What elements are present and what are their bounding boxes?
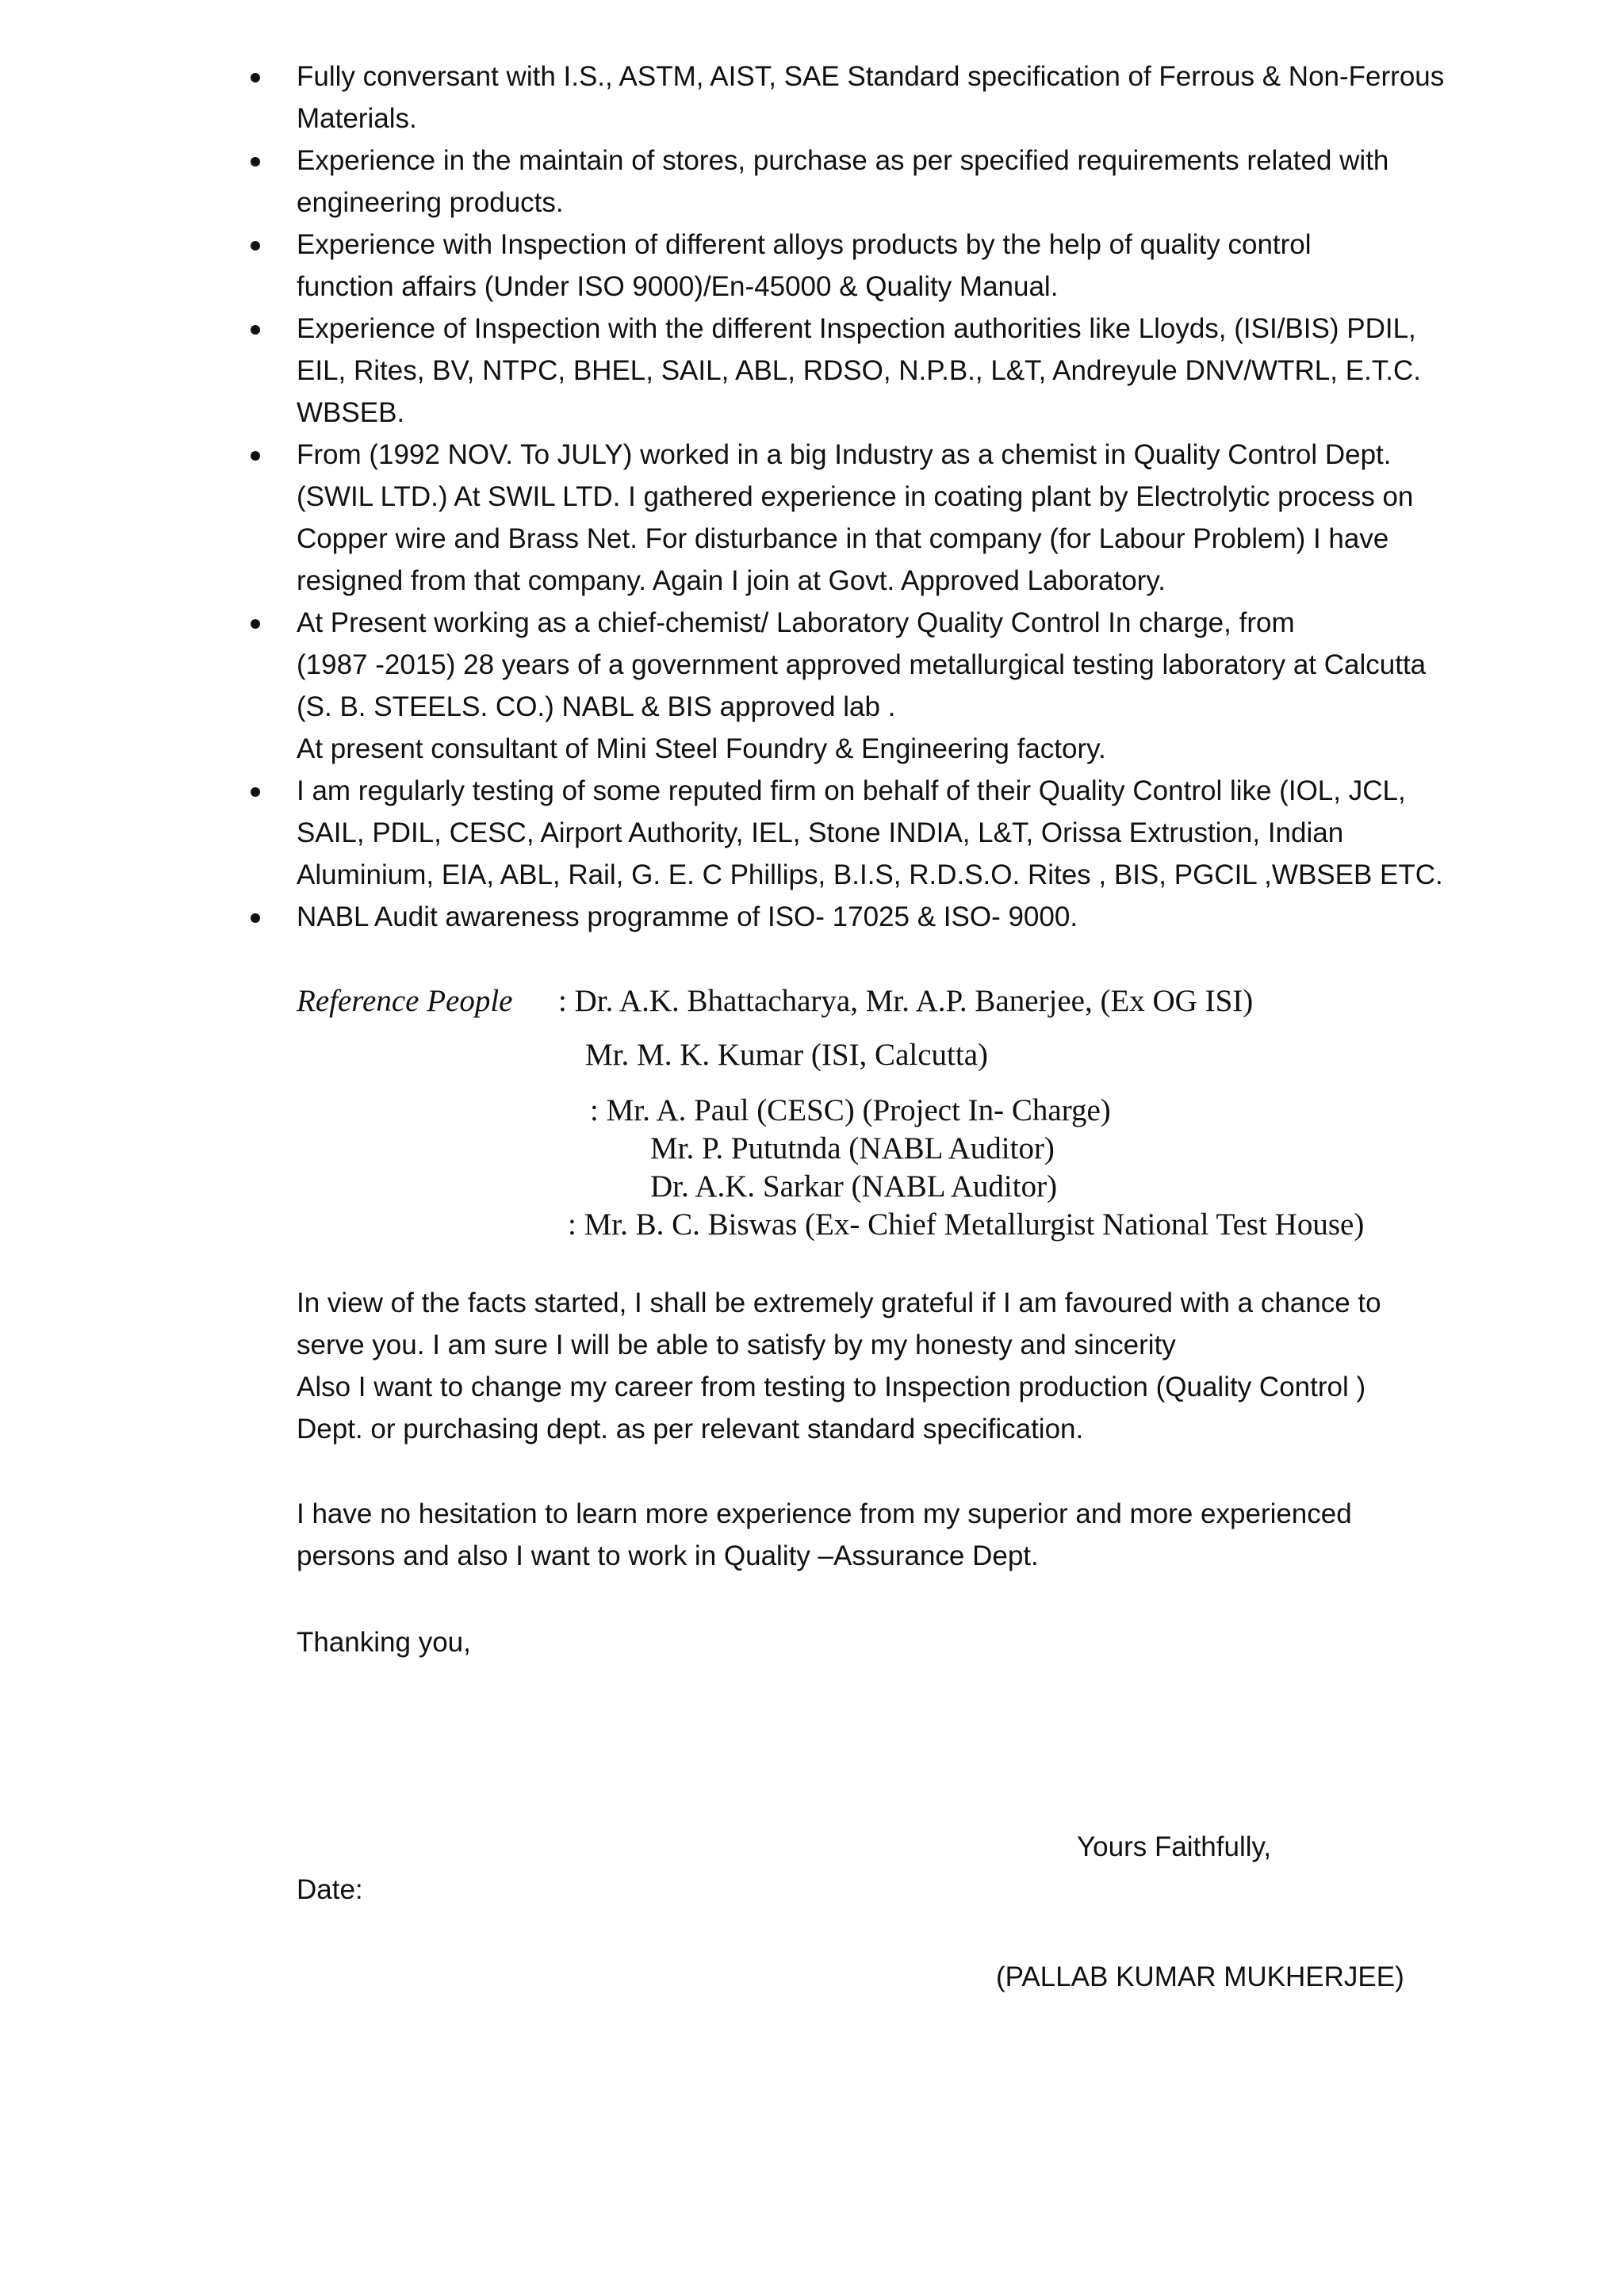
paragraph-line: I have no hesitation to learn more experience from my superior and more experienced — [297, 1498, 1352, 1529]
qualifications-list — [238, 55, 1459, 938]
list-item-line: Experience with Inspection of different alloys products by the help of quality control — [297, 229, 1312, 260]
paragraph-line: serve you. I am sure I will be able to satisfy by my honesty and sincerity — [297, 1330, 1176, 1360]
list-item — [238, 896, 1459, 938]
list-item — [238, 770, 1459, 896]
paragraph-line: persons and also I want to work in Quality –Assurance Dept. — [297, 1540, 1039, 1571]
list-item — [238, 140, 1459, 224]
paragraph-line: Dept. or purchasing dept. as per relevant standard specification. — [297, 1414, 1084, 1445]
list-item-line: Materials. — [297, 103, 417, 134]
reference-line: : Mr. B. C. Biswas (Ex- Chief Metallurgist National Test House) — [568, 1207, 1365, 1242]
list-item-line: Aluminium, EIA, ABL, Rail, G. E. C Phillips, B.I.S, R.D.S.O. Rites , BIS, PGCIL ,WBSEB ETC. — [297, 859, 1443, 890]
list-item-line: I am regularly testing of some reputed firm on behalf of their Quality Control like (IOL, JCL, — [297, 775, 1406, 806]
reference-line: : Mr. A. Paul (CESC) (Project In- Charge) — [590, 1093, 1111, 1127]
list-item-line: At Present working as a chief-chemist/ Laboratory Quality Control In charge, from — [297, 607, 1295, 638]
bullet-icon — [251, 787, 260, 797]
bullet-icon — [251, 241, 260, 251]
bullet-icon — [251, 73, 260, 82]
list-item-line: SAIL, PDIL, CESC, Airport Authority, IEL, Stone INDIA, L&T, Orissa Extrustion, Indian — [297, 817, 1344, 848]
list-item — [238, 308, 1459, 434]
list-item — [238, 602, 1459, 770]
paragraph-line: In view of the facts started, I shall be extremely grateful if I am favoured with a chance to — [297, 1288, 1381, 1318]
paragraph-line: Also I want to change my career from testing to Inspection production (Quality Control ) — [297, 1372, 1366, 1402]
list-item-line: Experience in the maintain of stores, purchase as per specified requirements related with — [297, 145, 1389, 176]
learning-paragraph — [297, 1493, 1352, 1577]
reference-heading: Reference People — [297, 984, 513, 1018]
list-item-line: function affairs (Under ISO 9000)/En-45000 & Quality Manual. — [297, 271, 1059, 302]
date-label: Date: — [297, 1874, 363, 1905]
yours-faithfully: Yours Faithfully, — [1077, 1831, 1272, 1862]
list-item-line: (1987 -2015) 28 years of a government approved metallurgical testing laboratory at Calcutta — [297, 649, 1427, 680]
list-item — [238, 224, 1459, 308]
thanking-line: Thanking you, — [297, 1627, 471, 1658]
list-item-line: EIL, Rites, BV, NTPC, BHEL, SAIL, ABL, RDSO, N.P.B., L&T, Andreyule DNV/WTRL, E.T.C. — [297, 355, 1422, 386]
list-item-line: engineering products. — [297, 187, 564, 218]
bullet-icon — [251, 325, 260, 335]
list-item — [238, 55, 1459, 140]
request-paragraph — [297, 1282, 1381, 1450]
bullet-icon — [251, 451, 260, 461]
list-item-line: (SWIL LTD.) At SWIL LTD. I gathered experience in coating plant by Electrolytic process on — [297, 481, 1414, 512]
bullet-icon — [251, 913, 260, 923]
list-item-line: WBSEB. — [297, 397, 405, 428]
list-item-line: resigned from that company. Again I join at Govt. Approved Laboratory. — [297, 565, 1166, 596]
bullet-icon — [251, 619, 260, 629]
signatory-name: (PALLAB KUMAR MUKHERJEE) — [996, 1961, 1404, 1992]
list-item-line: At present consultant of Mini Steel Foundry & Engineering factory. — [297, 733, 1106, 764]
list-item-line: NABL Audit awareness programme of ISO- 17025 & ISO- 9000. — [297, 901, 1078, 932]
list-item-line: Experience of Inspection with the different Inspection authorities like Lloyds, (ISI/BIS) PDIL, — [297, 313, 1416, 344]
list-item-line: From (1992 NOV. To JULY) worked in a big Industry as a chemist in Quality Control Dept. — [297, 439, 1392, 470]
reference-line: : Dr. A.K. Bhattacharya, Mr. A.P. Banerjee, (Ex OG ISI) — [558, 984, 1254, 1018]
bullet-icon — [251, 157, 260, 166]
list-item-line: Fully conversant with I.S., ASTM, AIST, SAE Standard specification of Ferrous & Non-Ferrous — [297, 61, 1445, 92]
list-item-line: Copper wire and Brass Net. For disturbance in that company (for Labour Problem) I have — [297, 523, 1389, 554]
reference-line: Mr. M. K. Kumar (ISI, Calcutta) — [585, 1038, 988, 1072]
list-item — [238, 434, 1459, 602]
reference-line: Mr. P. Pututnda (NABL Auditor) — [650, 1131, 1055, 1165]
reference-line: Dr. A.K. Sarkar (NABL Auditor) — [650, 1169, 1058, 1203]
list-item-line: (S. B. STEELS. CO.) NABL & BIS approved lab . — [297, 691, 896, 722]
